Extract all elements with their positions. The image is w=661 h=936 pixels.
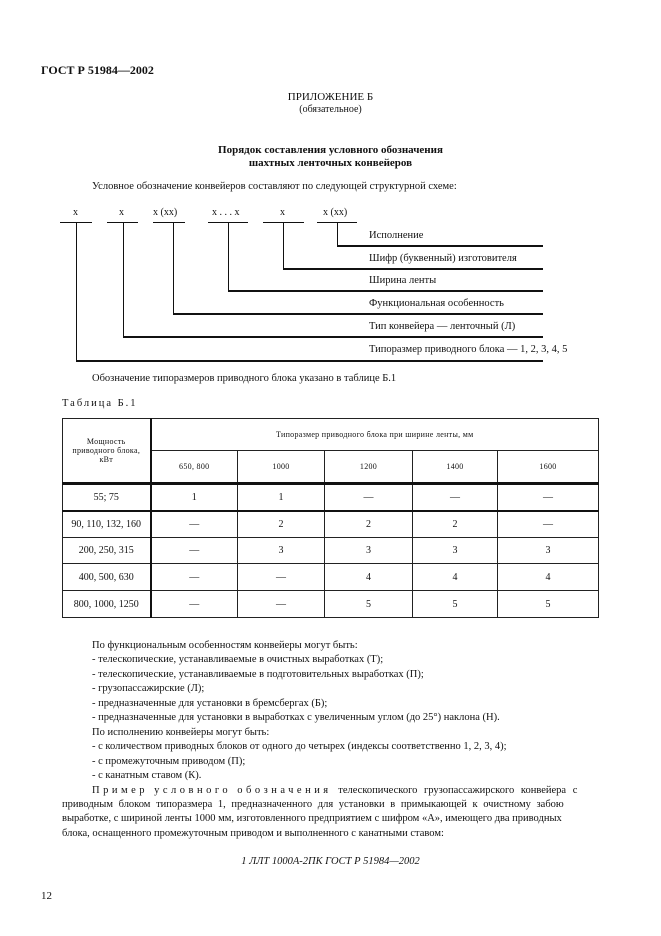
- drive-unit-table: [62, 418, 599, 618]
- col-header: 1600: [498, 451, 599, 484]
- schema-label: Типоразмер приводного блока — 1, 2, 3, 4, 5: [369, 344, 568, 355]
- schema-pos: x (xx): [323, 207, 348, 218]
- document-header: ГОСТ Р 51984—2002: [41, 63, 154, 77]
- section-title-line1: Порядок составления условного обозначения: [218, 144, 443, 156]
- example-line2: приводным блоком типоразмера 1, предназначенного для установки в примыкающей к очистному забою: [62, 799, 564, 810]
- schema-label: Ширина ленты: [369, 275, 437, 286]
- paragraph: По исполнению конвейеры могут быть:: [92, 727, 270, 738]
- schema-pos: x: [119, 207, 124, 218]
- appendix-title: ПРИЛОЖЕНИЕ Б: [287, 91, 374, 103]
- col-header: 1400: [413, 451, 498, 484]
- schema-pos: x . . . x: [212, 207, 240, 218]
- list-item: - телескопические, устанавливаемые в очистных выработках (Т);: [92, 654, 384, 665]
- col-header: 650, 800: [151, 451, 238, 484]
- group-header: Типоразмер приводного блока при ширине ленты, мм: [151, 419, 599, 451]
- appendix-note: (обязательное): [299, 104, 362, 115]
- schema-pos: x: [280, 207, 285, 218]
- table-row: 90, 110, 132, 160 — 2 2 2 —: [63, 511, 599, 538]
- schema-pos: x (xx): [153, 207, 178, 218]
- table-row: 200, 250, 315 — 3 3 3 3: [63, 538, 599, 564]
- example-line4: блока, оснащенного промежуточным приводом и выполненного с канатными ставом:: [62, 828, 444, 839]
- intro-text: Условное обозначение конвейеров составляют по следующей структурной схеме:: [92, 181, 457, 192]
- list-item: - предназначенные для установки в бремсбергах (Б);: [92, 698, 328, 709]
- table-row: 800, 1000, 1250 — — 5 5 5: [63, 591, 599, 618]
- list-item: - с промежуточным приводом (П);: [92, 756, 246, 767]
- list-item: - с канатным ставом (К).: [92, 770, 202, 781]
- schema-label: Тип конвейера — ленточный (Л): [369, 321, 516, 332]
- schema-label: Исполнение: [369, 230, 424, 241]
- page-number: 12: [41, 890, 52, 902]
- table-row: 55; 75 1 1 — — —: [63, 484, 599, 511]
- section-title-line2: шахтных ленточных конвейеров: [248, 157, 413, 169]
- list-item: - с количеством приводных блоков от одного до четырех (индексы соответственно 1, 2, 3, 4);: [92, 741, 507, 752]
- schema-pos: x: [73, 207, 78, 218]
- list-item: - телескопические, устанавливаемые в подготовительных выработках (П);: [92, 669, 424, 680]
- example-designation: 1 ЛЛТ 1000А-2ПК ГОСТ Р 51984—2002: [241, 856, 420, 867]
- table-caption: Таблица Б.1: [62, 398, 138, 409]
- col-header: 1000: [238, 451, 325, 484]
- paragraph: По функциональным особенностям конвейеры могут быть:: [92, 640, 358, 651]
- schema-label: Шифр (буквенный) изготовителя: [369, 253, 517, 264]
- example-line1: Пример условного обозначения телескопического грузопассажирского конвейера с: [92, 785, 578, 796]
- table-row: 400, 500, 630 — — 4 4 4: [63, 564, 599, 591]
- schema-label: Функциональная особенность: [369, 298, 504, 309]
- table-reference: Обозначение типоразмеров приводного блока указано в таблице Б.1: [92, 373, 397, 384]
- list-item: - грузопассажирские (Л);: [92, 683, 205, 694]
- list-item: - предназначенные для установки в выработках с увеличенным углом (до 25°) наклона (Н).: [92, 712, 500, 723]
- col-header: 1200: [325, 451, 413, 484]
- example-line3: выработке, с шириной ленты 1000 мм, изготовленного предприятием с шифром «А», имеющего два приводных: [62, 813, 562, 824]
- row-header: Мощность приводного блока, кВт: [63, 419, 151, 484]
